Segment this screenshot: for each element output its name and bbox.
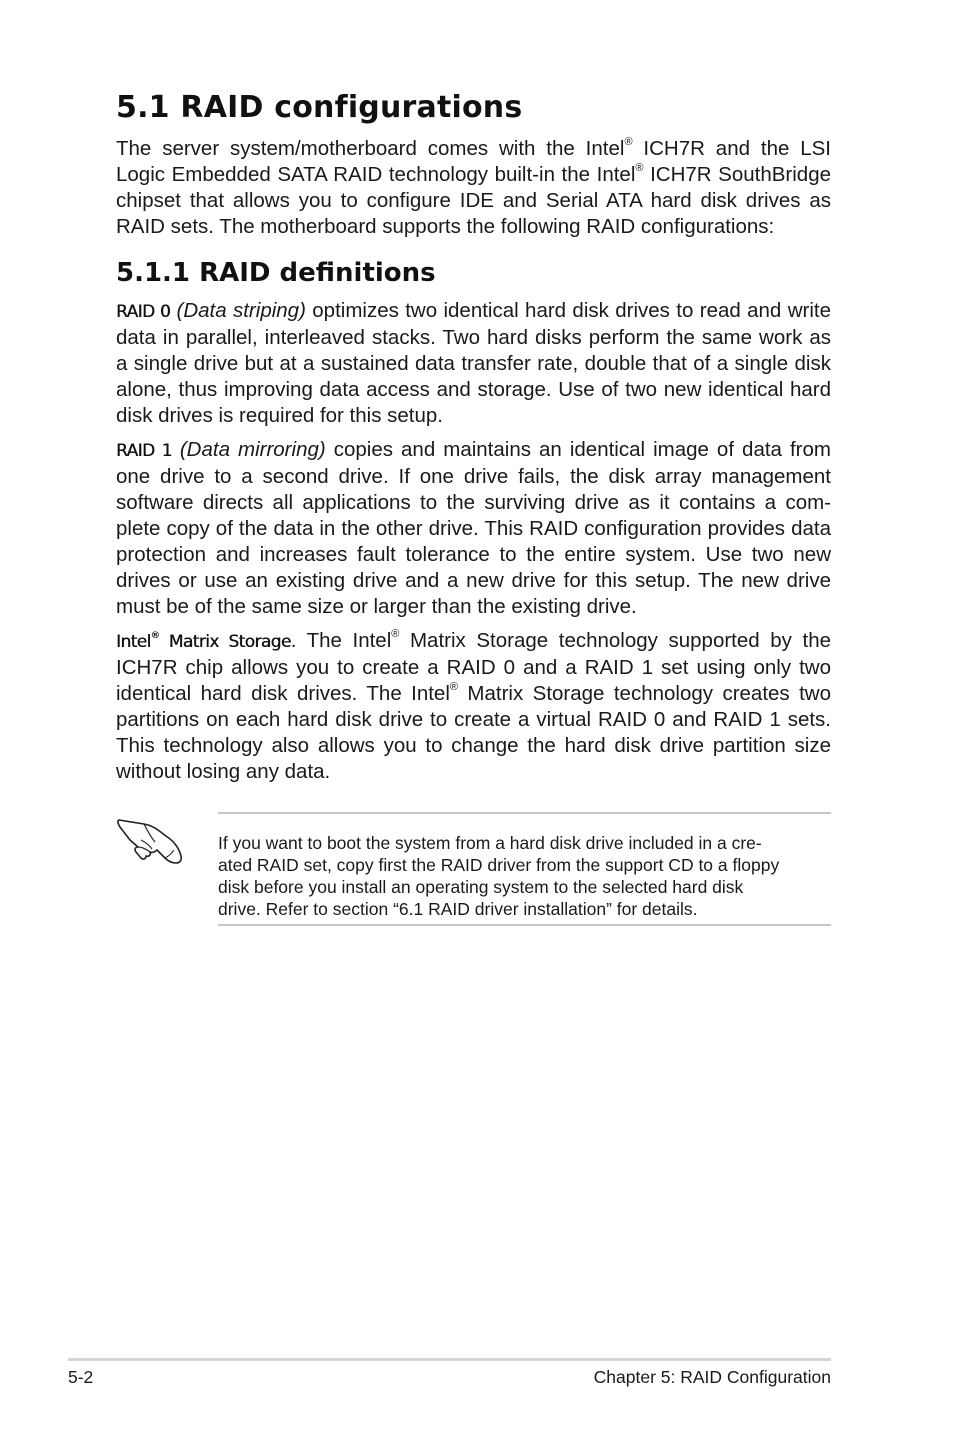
raid0-paragraph: RAID 0 (Data striping) optimizes two identical hard disk drives to read and write data in parallel, interleaved stacks. Two hard disks perform the same work as a single drive but at a sustained data transfer rate, double that of a single disk alone, thus improving data access and storage. Use of two new identical hard disk drives is required for this setup. — [116, 299, 831, 427]
footer-divider — [68, 1358, 831, 1361]
raid1-paragraph: RAID 1 (Data mirroring) copies and maintains an identical image of data from one drive to a second drive. If one drive fails, the disk array management software directs all applications to the surviving drive as it contains a com-plete copy of the data in the other drive. This RAID configuration provides data protection and increases fault tolerance to the entire system. Use two new drives or use an existing drive and a new drive for this setup. The new drive must be of the same size or larger than the existing drive. — [116, 438, 831, 618]
subsection-title: 5.1.1 RAID definitions — [116, 258, 436, 288]
raid0-term: RAID 0 — [116, 302, 171, 322]
raid0-qualifier: (Data striping) — [176, 299, 306, 322]
page-number: 5-2 — [68, 1367, 94, 1387]
matrix-term: Intel® Matrix Storage — [116, 631, 291, 652]
chapter-title: Chapter 5: RAID Configuration — [593, 1367, 831, 1387]
note-block — [116, 812, 831, 930]
section-title: 5.1 RAID configurations — [116, 90, 523, 125]
intro-paragraph: The server system/motherboard comes with the Intel® ICH7R and the LSI Logic Embedded SATA RAID technology built-in the Intel® ICH7R SouthBridge chipset that allows you to configure IDE and Serial ATA hard disk drives as RAID sets. The motherboard supports the following RAID configurations: — [116, 136, 832, 238]
matrix-paragraph: Intel® Matrix Storage. The Intel® Matrix Storage technology supported by the ICH7R chip allows you to create a RAID 0 and a RAID 1 set using only two identical hard disk drives. The Intel® Matrix Storage technology creates two partitions on each hard disk drive to create a virtual RAID 0 and RAID 1 sets. This technology also allows you to change the hard disk drive partition size without losing any data. — [116, 628, 831, 783]
pointing-hand-icon — [116, 812, 184, 866]
page-content — [116, 88, 831, 793]
raid1-term: RAID 1 — [116, 441, 172, 461]
raid1-qualifier: (Data mirroring) — [179, 438, 326, 461]
note-box — [218, 812, 831, 926]
note-text: If you want to boot the system from a hard disk drive included in a cre- ated RAID set, copy first the RAID driver from the support CD to a floppy disk before you install an operating system to the selected hard disk drive. Refer to section “6.1 RAID driver installation” for details. — [218, 833, 780, 919]
